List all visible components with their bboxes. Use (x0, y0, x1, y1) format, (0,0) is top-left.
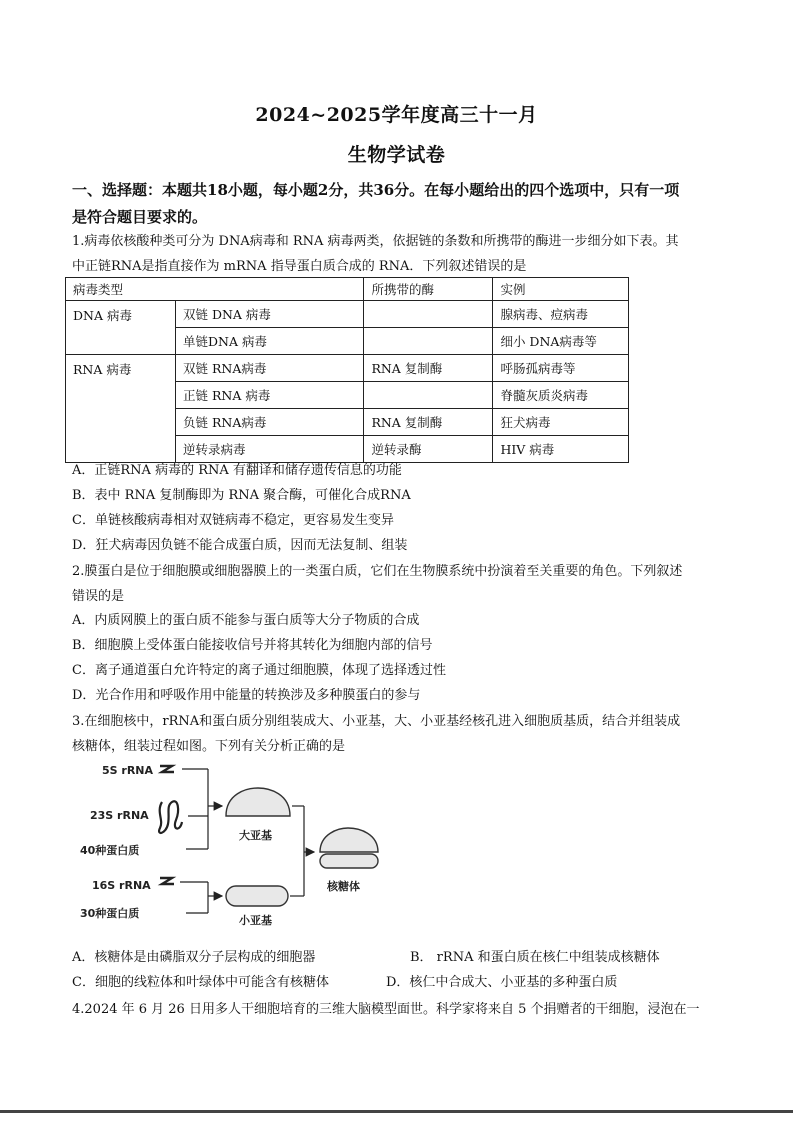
table-cell: 呼肠孤病毒等 (493, 355, 629, 382)
ribosome-small-part (320, 854, 378, 868)
table-cell: 负链 RNA病毒 (176, 409, 364, 436)
table-row (66, 301, 629, 328)
label-5s-rrna: 5S rRNA (102, 764, 154, 777)
table-cell (364, 382, 493, 409)
question-2-option-c: C．离子通道蛋白允许特定的离子通过细胞膜，体现了选择透过性 (72, 663, 446, 678)
question-3-option-a: A．核糖体是由磷脂双分子层构成的细胞器 (72, 950, 316, 965)
page-bottom-rule (0, 1110, 793, 1113)
rrna-23s-icon (159, 801, 182, 833)
question-4-stem-line1: 4.2024 年 6 月 26 日用多人干细胞培育的三维大脑模型面世。科学家将来自 5 个捐赠者的干细胞，浸泡在一 (72, 1002, 700, 1017)
question-3-stem (72, 709, 724, 759)
table-header-cell: 所携带的酶 (364, 278, 493, 301)
table-header-cell: 病毒类型 (66, 278, 364, 301)
question-3-option-c: C．细胞的线粒体和叶绿体中可能含有核糖体 (72, 975, 329, 990)
question-1-stem-line1: 1.病毒依核酸种类可分为 DNA病毒和 RNA 病毒两类，依据链的条数和所携带的酶进一步细分如下表。其 (72, 234, 679, 249)
small-subunit-shape (226, 886, 288, 906)
table-header-cell: 实例 (493, 278, 629, 301)
section-heading (72, 177, 732, 231)
question-2-stem-line1: 2.膜蛋白是位于细胞膜或细胞器膜上的一类蛋白质，它们在生物膜系统中扮演着至关重要的角色。下列叙述 (72, 564, 683, 579)
table-cell: 脊髓灰质炎病毒 (493, 382, 629, 409)
label-16s-rrna: 16S rRNA (92, 879, 151, 892)
table-row (66, 355, 629, 382)
table-group-cell: RNA 病毒 (66, 355, 176, 463)
rrna-16s-icon (160, 878, 174, 884)
rrna-5s-icon (160, 766, 174, 772)
table-group-cell: DNA 病毒 (66, 301, 176, 355)
question-1-option-d: D．狂犬病毒因负链不能合成蛋白质，因而无法复制、组装 (72, 538, 408, 553)
label-40-proteins: 40种蛋白质 (80, 844, 140, 857)
table-cell: 正链 RNA 病毒 (176, 382, 364, 409)
table-cell: 腺病毒、痘病毒 (493, 301, 629, 328)
table-cell: RNA 复制酶 (364, 355, 493, 382)
exam-subject: 生物学试卷 (347, 144, 446, 166)
question-3-option-b: B． rRNA 和蛋白质在核仁中组装成核糖体 (410, 950, 660, 965)
section-heading-line2: 是符合题目要求的。 (72, 208, 208, 226)
question-2-stem (72, 559, 724, 609)
question-1-stem (72, 229, 724, 279)
table-cell: 双链 RNA病毒 (176, 355, 364, 382)
question-2-option-b: B．细胞膜上受体蛋白能接收信号并将其转化为细胞内部的信号 (72, 638, 433, 653)
question-2-option-d: D．光合作用和呼吸作用中能量的转换涉及多种膜蛋白的参与 (72, 688, 421, 703)
table-cell (364, 328, 493, 355)
table-cell: 细小 DNA病毒等 (493, 328, 629, 355)
table-cell: 逆转录酶 (364, 436, 493, 463)
table-cell: RNA 复制酶 (364, 409, 493, 436)
question-2-stem-line2: 错误的是 (72, 589, 125, 604)
virus-table (65, 277, 629, 463)
label-large-subunit: 大亚基 (239, 829, 272, 842)
question-1-stem-line2: 中正链RNA是指直接作为 mRNA 指导蛋白质合成的 RNA．下列叙述错误的是 (72, 259, 527, 274)
label-small-subunit: 小亚基 (239, 914, 272, 927)
table-cell: 逆转录病毒 (176, 436, 364, 463)
question-1-option-c: C．单链核酸病毒相对双链病毒不稳定，更容易发生变异 (72, 513, 394, 528)
ribosome-assembly-diagram (76, 758, 396, 930)
question-1-option-b: B．表中 RNA 复制酶即为 RNA 聚合酶，可催化合成RNA (72, 488, 411, 503)
table-cell: HIV 病毒 (493, 436, 629, 463)
ribosome-large-part (320, 828, 378, 852)
exam-title: 2024~2025学年度高三十一月 (255, 104, 538, 126)
table-cell: 双链 DNA 病毒 (176, 301, 364, 328)
question-3-option-d: D．核仁中合成大、小亚基的多种蛋白质 (386, 975, 618, 990)
large-subunit-shape (226, 788, 290, 816)
question-3-stem-line2: 核糖体，组装过程如图。下列有关分析正确的是 (72, 739, 346, 754)
table-cell: 单链DNA 病毒 (176, 328, 364, 355)
ribosome-assembly-svg (76, 758, 396, 930)
question-3-stem-line1: 3.在细胞核中，rRNA和蛋白质分别组装成大、小亚基，大、小亚基经核孔进入细胞质基质，结合并组装成 (72, 714, 681, 729)
section-heading-line1: 一、选择题：本题共18小题，每小题2分，共36分。在每小题给出的四个选项中，只有一项 (72, 181, 680, 199)
label-23s-rrna: 23S rRNA (90, 809, 149, 822)
table-cell: 狂犬病毒 (493, 409, 629, 436)
question-4-stem (72, 997, 724, 1022)
question-1-option-a: A．正链RNA 病毒的 RNA 有翻译和储存遗传信息的功能 (72, 463, 402, 478)
table-header-row (66, 278, 629, 301)
label-30-proteins: 30种蛋白质 (80, 907, 140, 920)
label-ribosome: 核糖体 (327, 880, 360, 893)
table-cell (364, 301, 493, 328)
question-2-option-a: A．内质网膜上的蛋白质不能参与蛋白质等大分子物质的合成 (72, 613, 420, 628)
